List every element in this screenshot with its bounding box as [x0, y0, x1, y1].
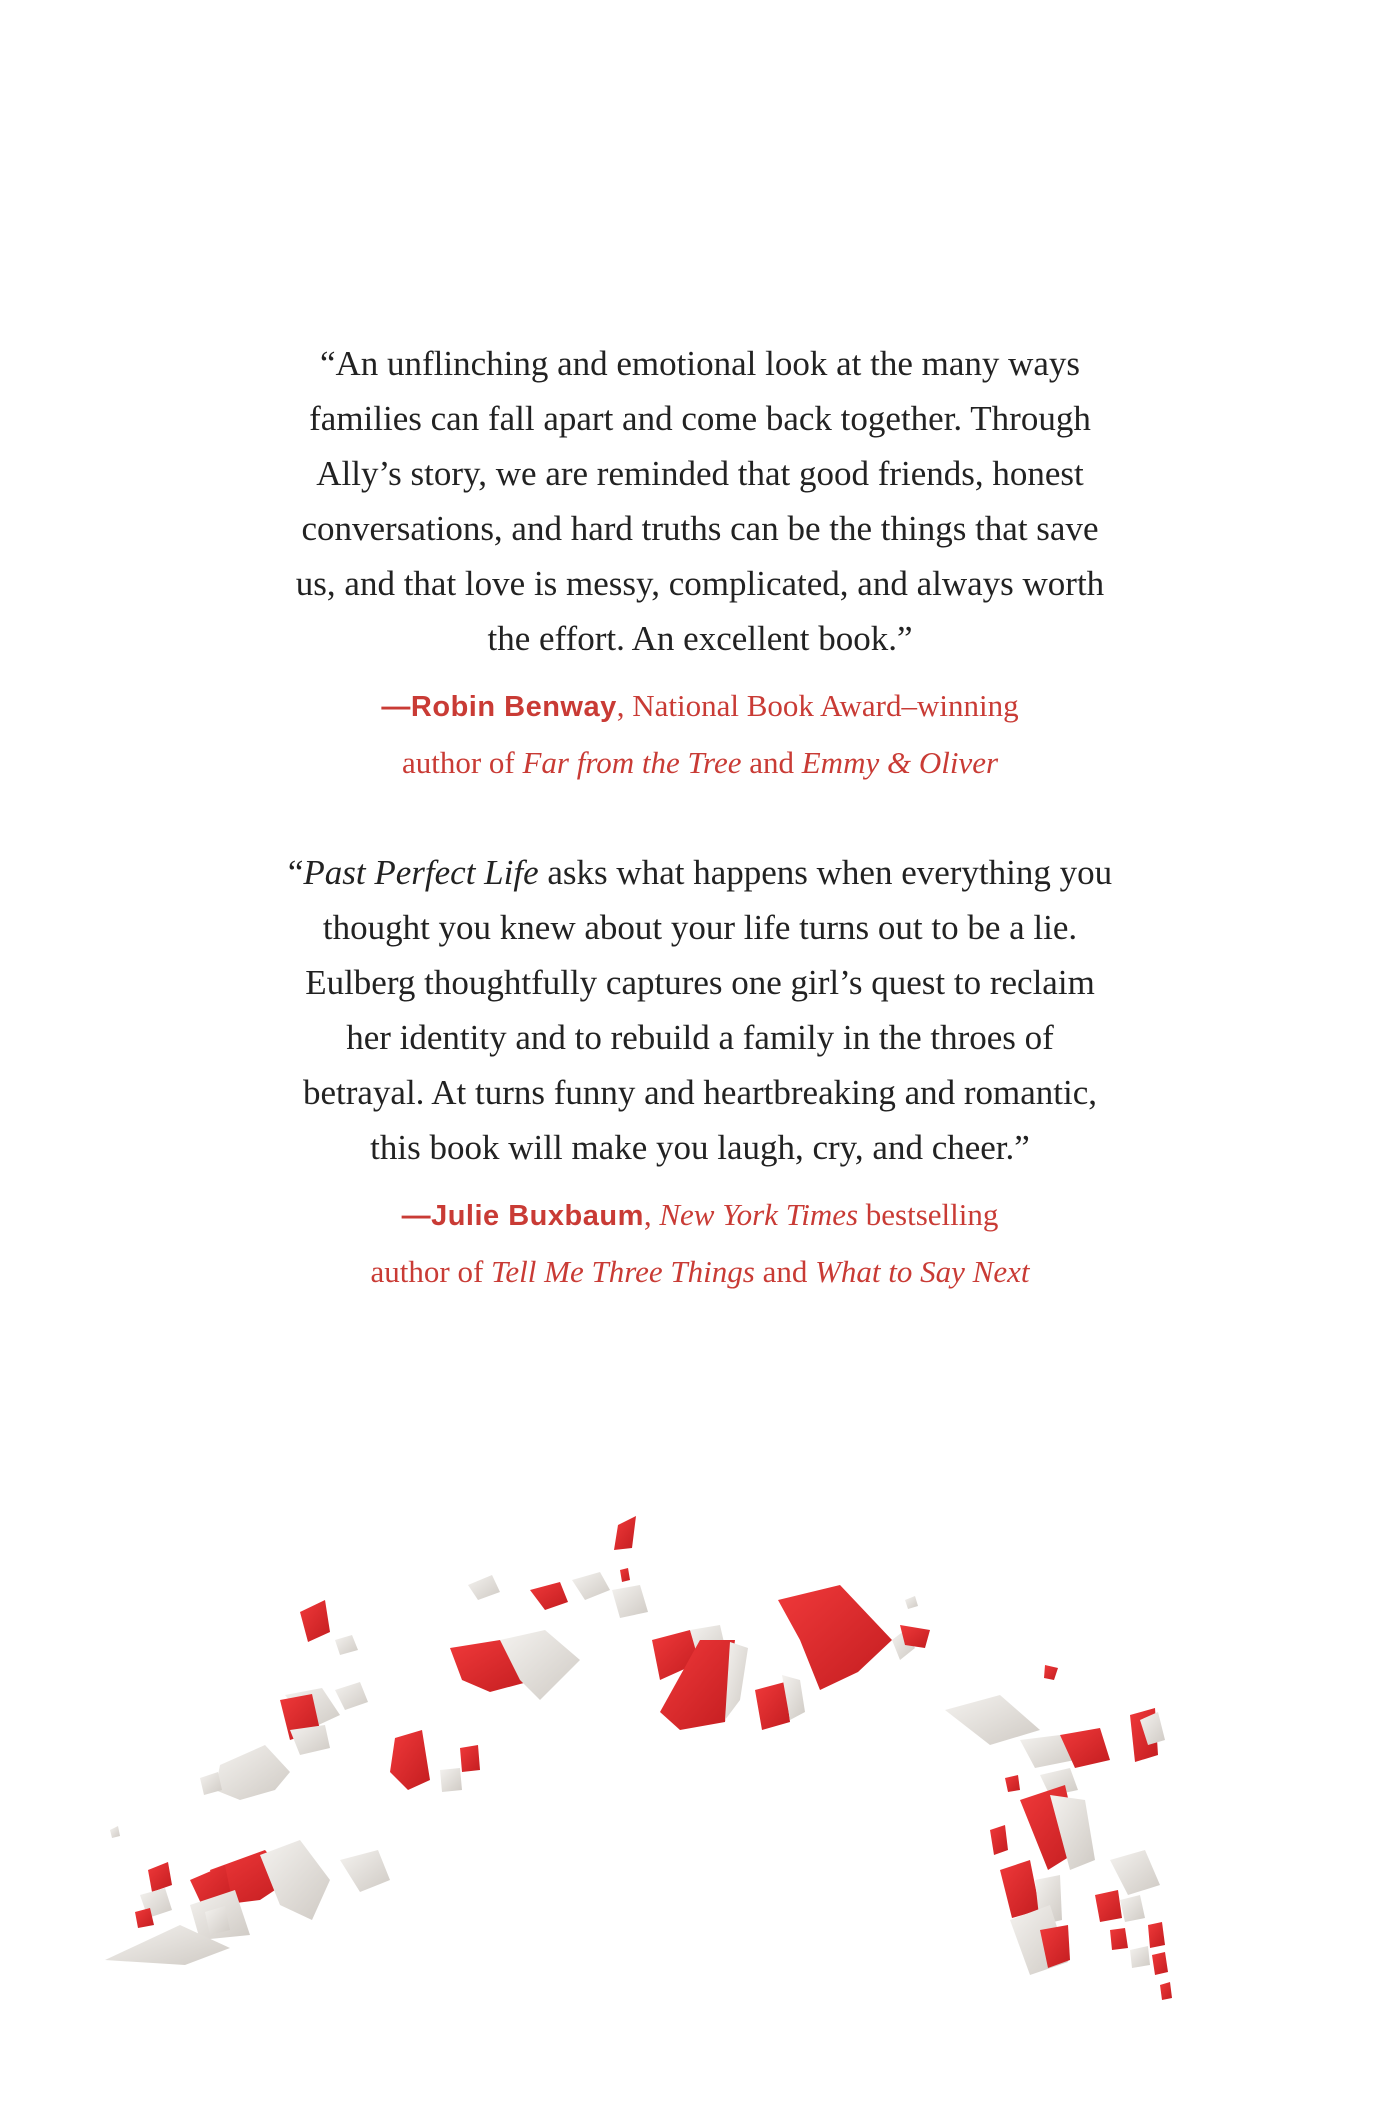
white-shard	[1110, 1850, 1160, 1895]
attribution-line	[0, 1187, 1400, 1244]
red-shard	[1000, 1860, 1040, 1918]
white-shard	[612, 1585, 648, 1618]
conjunction-text: and	[754, 1254, 816, 1289]
quote-text: asks what happens when everything you	[538, 853, 1113, 892]
white-shard	[290, 1725, 330, 1755]
white-shard	[1130, 1946, 1150, 1968]
open-quote-mark: “	[287, 853, 304, 892]
white-shard	[335, 1682, 368, 1710]
conjunction-text: and	[741, 745, 802, 780]
attribution-dash: —	[401, 1200, 432, 1232]
red-shard	[460, 1745, 480, 1772]
white-shard	[440, 1768, 462, 1792]
review-blurb	[0, 845, 1400, 1300]
red-shard	[148, 1862, 172, 1892]
author-of-text: author of	[401, 745, 523, 780]
reviewer-name: Robin Benway	[410, 691, 617, 723]
red-shard	[1005, 1775, 1020, 1792]
white-shard	[340, 1850, 390, 1892]
white-shard	[200, 1772, 222, 1795]
red-shard	[1044, 1665, 1058, 1680]
review-attribution	[0, 678, 1400, 791]
quote-line: us, and that love is messy, complicated, and always worth	[295, 564, 1105, 603]
quote-line: “An unflinching and emotional look at the many ways	[319, 344, 1081, 383]
white-shard	[468, 1575, 500, 1600]
red-shard	[614, 1516, 636, 1550]
red-shard	[990, 1825, 1008, 1855]
review-blurb	[0, 336, 1400, 791]
separator-text: ,	[643, 1197, 660, 1232]
white-shard	[945, 1695, 1040, 1745]
red-shard	[1148, 1922, 1165, 1948]
red-shard	[300, 1600, 330, 1642]
attribution-line	[0, 735, 1400, 791]
review-quote	[0, 336, 1400, 666]
quote-line: betrayal. At turns funny and heartbreaking and romantic,	[302, 1073, 1098, 1112]
red-shard	[390, 1730, 430, 1790]
red-shard	[1160, 1982, 1172, 2000]
review-quote	[0, 845, 1400, 1175]
publication-name: New York Times	[659, 1197, 859, 1232]
quote-line: her identity and to rebuild a family in the throes of	[346, 1018, 1054, 1057]
red-shard	[1095, 1890, 1122, 1922]
book-title: Far from the Tree	[522, 745, 742, 780]
quote-line: Ally’s story, we are reminded that good friends, honest	[316, 454, 1084, 493]
red-shard	[620, 1568, 630, 1582]
white-shard	[905, 1596, 918, 1609]
attribution-line	[0, 1244, 1400, 1300]
reviewer-credential: , National Book Award–winning	[616, 688, 1019, 723]
author-of-text: author of	[370, 1254, 492, 1289]
red-shard	[1110, 1928, 1128, 1950]
book-title: Past Perfect Life	[303, 853, 539, 892]
white-shard	[572, 1572, 610, 1600]
quote-line: the effort. An excellent book.”	[487, 619, 913, 658]
quote-line	[0, 845, 1400, 900]
white-shard	[110, 1826, 120, 1838]
attribution-line	[0, 678, 1400, 735]
book-title: What to Say Next	[815, 1254, 1030, 1289]
book-title: Tell Me Three Things	[491, 1254, 755, 1289]
reviewer-credential: bestselling	[858, 1197, 999, 1232]
red-shard	[1060, 1728, 1110, 1768]
white-shard	[335, 1635, 358, 1655]
white-shard	[215, 1745, 290, 1800]
review-attribution	[0, 1187, 1400, 1300]
book-title: Emmy & Oliver	[801, 745, 999, 780]
quote-line: conversations, and hard truths can be the things that save	[301, 509, 1099, 548]
attribution-dash: —	[381, 691, 411, 723]
quote-line: Eulberg thoughtfully captures one girl’s quest to reclaim	[305, 963, 1095, 1002]
quote-line: this book will make you laugh, cry, and cheer.”	[370, 1128, 1030, 1167]
red-shard	[530, 1582, 568, 1610]
reviewer-name: Julie Buxbaum	[431, 1200, 644, 1232]
white-shard	[260, 1840, 330, 1920]
shattered-shards-illustration	[0, 1500, 1400, 2115]
white-shard	[1120, 1895, 1145, 1922]
quote-line: families can fall apart and come back together. Through	[309, 399, 1091, 438]
red-shard	[1152, 1952, 1168, 1975]
red-shard	[778, 1585, 892, 1690]
quote-line: thought you knew about your life turns out to be a lie.	[322, 908, 1078, 947]
